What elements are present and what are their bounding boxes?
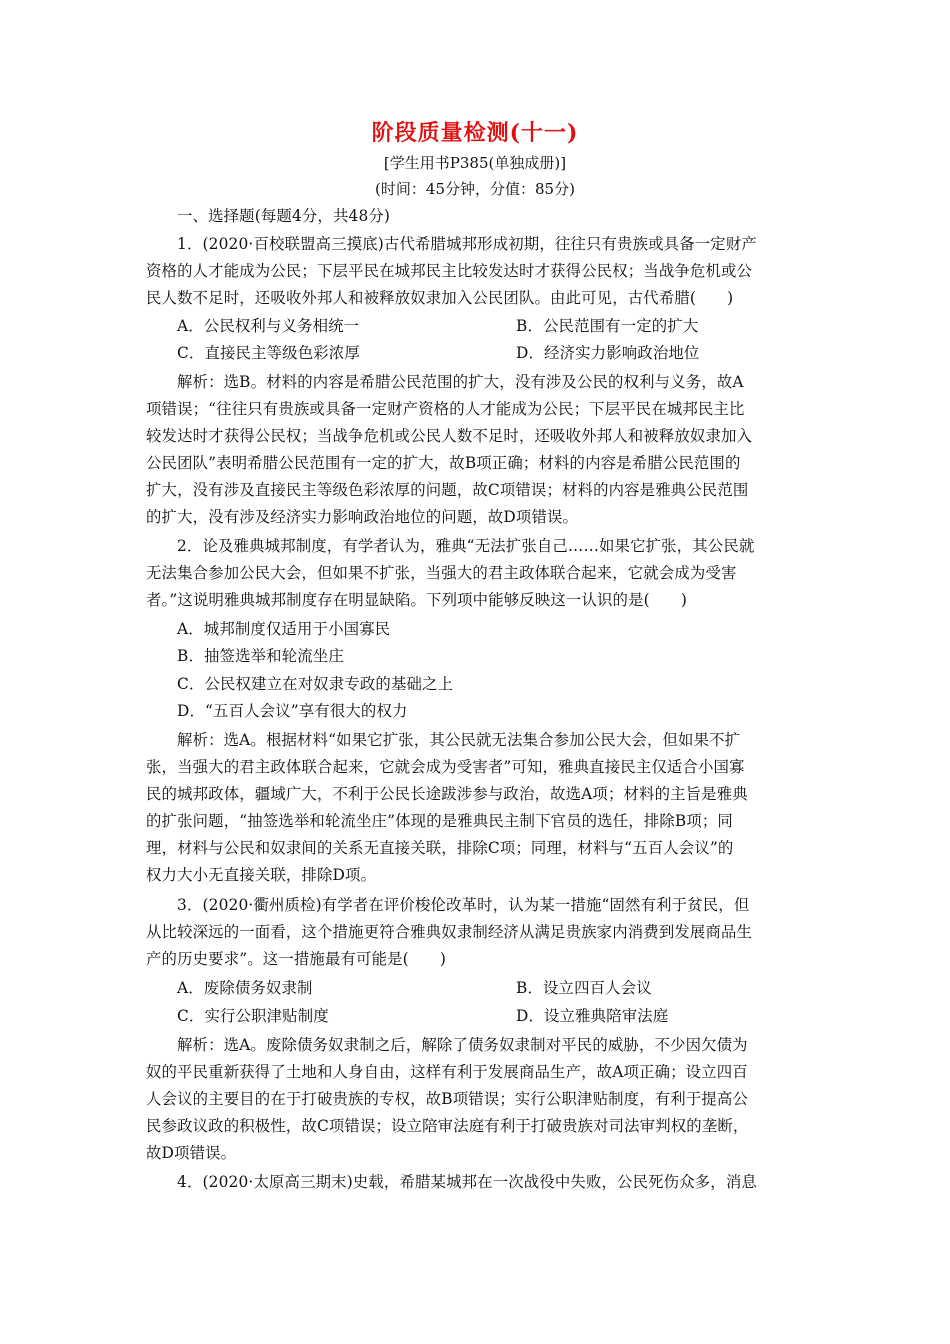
q1-stem-line: 资格的人才能成为公民；下层平民在城邦民主比较发达时才获得公民权；当战争危机或公	[146, 262, 753, 280]
q2-option-c: C．公民权建立在对奴隶专政的基础之上	[177, 675, 454, 693]
q3-analysis-line: 民参政议政的积极性，故C项错误；设立陪审法庭有利于打破贵族对司法审判权的垄断，	[146, 1117, 749, 1135]
q3-analysis-line: 奴的平民重新获得了土地和人身自由，这样有利于发展商品生产，故A项正确；设立四百	[146, 1063, 748, 1081]
page-title: 阶段质量检测(十一)	[371, 120, 579, 146]
q1-option-d: D．经济实力影响政治地位	[516, 344, 700, 362]
q3-analysis-line: 故D项错误。	[146, 1144, 237, 1162]
q2-option-d: D．“五百人会议”享有很大的权力	[177, 702, 408, 720]
q3-stem-line: 产的历史要求”。这一措施最有可能是( )	[146, 950, 447, 968]
q3-option-b: B．设立四百人会议	[516, 979, 652, 997]
q1-option-a: A．公民权利与义务相统一	[177, 317, 360, 335]
q2-analysis-line: 的扩张问题，“抽签选举和轮流坐庄”体现的是雅典民主制下官员的选任，排除B项；同	[146, 812, 733, 830]
q3-analysis-line: 解析：选A。废除债务奴隶制之后，解除了债务奴隶制对平民的威胁，不少因欠债为	[177, 1036, 748, 1054]
q1-option-c: C．直接民主等级色彩浓厚	[177, 344, 360, 362]
q1-option-b: B．公民范围有一定的扩大	[516, 317, 699, 335]
q2-option-a: A．城邦制度仅适用于小国寡民	[177, 620, 391, 638]
q1-analysis-line: 公民团队”表明希腊公民范围有一定的扩大，故B项正确；材料的内容是希腊公民范围的	[146, 454, 741, 472]
q2-analysis-line: 张，当强大的君主政体联合起来，它就会成为受害者”可知，雅典直接民主仅适合小国寡	[146, 758, 745, 776]
q3-stem-line: 从比较深远的一面看，这个措施更符合雅典奴隶制经济从满足贵族家内消费到发展商品生	[146, 923, 753, 941]
q2-stem-line: 2．论及雅典城邦制度，有学者认为，雅典“无法扩张自己……如果它扩张，其公民就	[177, 537, 755, 555]
section-heading: 一、选择题(每题4分，共48分)	[177, 207, 391, 225]
q1-analysis-line: 扩大，没有涉及直接民主等级色彩浓厚的问题，故C项错误；材料的内容是雅典公民范围	[146, 481, 749, 499]
q3-option-c: C．实行公职津贴制度	[177, 1007, 329, 1025]
q2-analysis-line: 解析：选A。根据材料“如果它扩张，其公民就无法集合参加公民大会，但如果不扩	[177, 731, 741, 749]
q1-analysis-line: 解析：选B。材料的内容是希腊公民范围的扩大，没有涉及公民的权利与义务，故A	[177, 373, 744, 391]
q2-analysis-line: 民的城邦政体，疆域广大，不利于公民长途跋涉参与政治，故选A项；材料的主旨是雅典	[146, 785, 748, 803]
q1-analysis-line: 的扩大，没有涉及经济实力影响政治地位的问题，故D项错误。	[146, 508, 579, 526]
q1-analysis-line: 项错误；“往往只有贵族或具备一定财产资格的人才能成为公民；下层平民在城邦民主比	[146, 400, 745, 418]
q3-analysis-line: 人会议的主要目的在于打破贵族的专权，故B项错误；实行公职津贴制度，有利于提高公	[146, 1090, 749, 1108]
q3-stem-line: 3．(2020·衢州质检)有学者在评价梭伦改革时，认为某一措施“固然有利于贫民，但	[177, 896, 750, 914]
q2-analysis-line: 理，材料与公民和奴隶间的关系无直接关联，排除C项；同理，材料与“五百人会议”的	[146, 839, 734, 857]
q1-stem-line: 1．(2020·百校联盟高三摸底)古代希腊城邦形成初期，往往只有贵族或具备一定财产	[177, 235, 757, 253]
time-score-info: (时间：45分钟，分值：85分)	[375, 180, 575, 198]
q1-analysis-line: 较发达时才获得公民权；当战争危机或公民人数不足时，还吸收外邦人和被释放奴隶加入	[146, 427, 753, 445]
q1-stem-line: 民人数不足时，还吸收外邦人和被释放奴隶加入公民团队。由此可见，古代希腊( )	[146, 289, 734, 307]
q4-stem-line: 4．(2020·太原高三期末)史载，希腊某城邦在一次战役中失败，公民死伤众多，消息	[177, 1173, 757, 1191]
q2-option-b: B．抽签选举和轮流坐庄	[177, 647, 344, 665]
q3-option-d: D．设立雅典陪审法庭	[516, 1007, 669, 1025]
q2-stem-line: 无法集合参加公民大会，但如果不扩张，当强大的君主政体联合起来，它就会成为受害	[146, 564, 737, 582]
q2-analysis-line: 权力大小无直接关联，排除D项。	[146, 866, 377, 884]
q2-stem-line: 者。”这说明雅典城邦制度存在明显缺陷。下列项中能够反映这一认识的是( )	[146, 591, 688, 609]
q3-option-a: A．废除债务奴隶制	[177, 979, 313, 997]
book-reference: [学生用书P385(单独成册)]	[383, 154, 567, 172]
